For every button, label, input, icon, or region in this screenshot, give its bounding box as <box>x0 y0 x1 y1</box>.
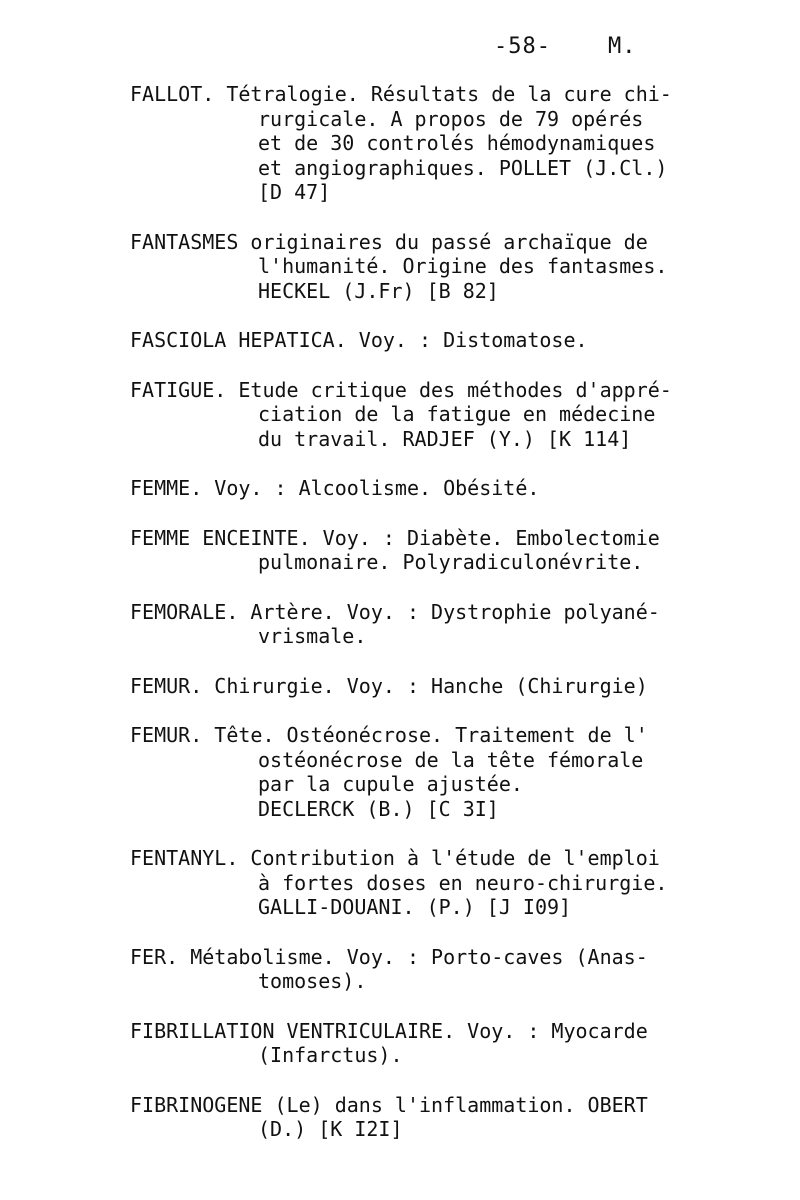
entry-line: pulmonaire. Polyradiculonévrite. <box>258 550 644 574</box>
entry-line: ciation de la fatigue en médecine <box>258 402 656 426</box>
page-number: -58- <box>494 34 551 59</box>
entry-line: du travail. RADJEF (Y.) [K 114] <box>258 426 632 451</box>
entry-line: (D.) [K I2I] <box>258 1117 403 1141</box>
entry-line: FEMUR. Chirurgie. Voy. : Hanche (Chirurgie) <box>130 673 648 698</box>
entry-line: DECLERCK (B.) [C 3I] <box>258 796 499 821</box>
index-entry <box>130 1019 690 1068</box>
index-entry <box>130 526 690 575</box>
entry-line: FENTANYL. Contribution à l'étude de l'emploi <box>130 846 660 870</box>
entry-line: FASCIOLA HEPATICA. Voy. : Distomatose. <box>130 328 588 352</box>
entry-line: FEMME. Voy. : Alcoolisme. Obésité. <box>130 476 540 500</box>
index-entry <box>130 1093 690 1142</box>
entry-line: FEMORALE. Artère. Voy. : Dystrophie polyané- <box>130 599 660 624</box>
entry-line: l'humanité. Origine des fantasmes. <box>258 254 668 278</box>
section-letter: M. <box>607 34 637 59</box>
index-entry <box>130 328 690 353</box>
entry-line: [D 47] <box>258 180 331 204</box>
entry-line: et angiographiques. POLLET (J.Cl.) <box>258 155 668 180</box>
entry-line: FER. Métabolisme. Voy. : Porto-caves (Anas- <box>130 944 648 969</box>
index-entry <box>130 82 690 205</box>
entry-line: FEMME ENCEINTE. Voy. : Diabète. Embolectomie <box>130 525 660 550</box>
index-entry <box>130 723 690 821</box>
entry-line: GALLI-DOUANI. (P.) [J I09] <box>258 895 572 919</box>
index-entry <box>130 945 690 994</box>
entry-line: rurgicale. A propos de 79 opérés <box>258 106 644 131</box>
entry-line: par la cupule ajustée. <box>258 772 523 796</box>
index-entry <box>130 378 690 452</box>
entry-line: vrismale. <box>258 624 367 648</box>
index-entries <box>130 82 690 1167</box>
page-header <box>494 34 636 59</box>
index-entry <box>130 846 690 920</box>
entry-line: FIBRILLATION VENTRICULAIRE. Voy. : Myocarde <box>130 1018 648 1043</box>
index-entry <box>130 476 690 501</box>
entry-line: FIBRINOGENE (Le) dans l'inflammation. OBERT <box>130 1092 648 1117</box>
entry-line: FALLOT. Tétralogie. Résultats de la cure chi- <box>130 82 672 106</box>
entry-line: tomoses). <box>258 969 367 993</box>
entry-line: FEMUR. Tête. Ostéonécrose. Traitement de l' <box>130 723 648 747</box>
entry-line: FATIGUE. Etude critique des méthodes d'appré- <box>130 377 672 402</box>
entry-line: FANTASMES originaires du passé archaïque de <box>130 229 648 254</box>
entry-line: ostéonécrose de la tête fémorale <box>258 747 644 772</box>
index-entry <box>130 674 690 699</box>
index-entry <box>130 600 690 649</box>
index-entry <box>130 230 690 304</box>
entry-line: (Infarctus). <box>258 1043 403 1067</box>
entry-line: à fortes doses en neuro-chirurgie. <box>258 870 668 895</box>
entry-line: et de 30 controlés hémodynamiques <box>258 131 656 155</box>
entry-line: HECKEL (J.Fr) [B 82] <box>258 278 499 303</box>
